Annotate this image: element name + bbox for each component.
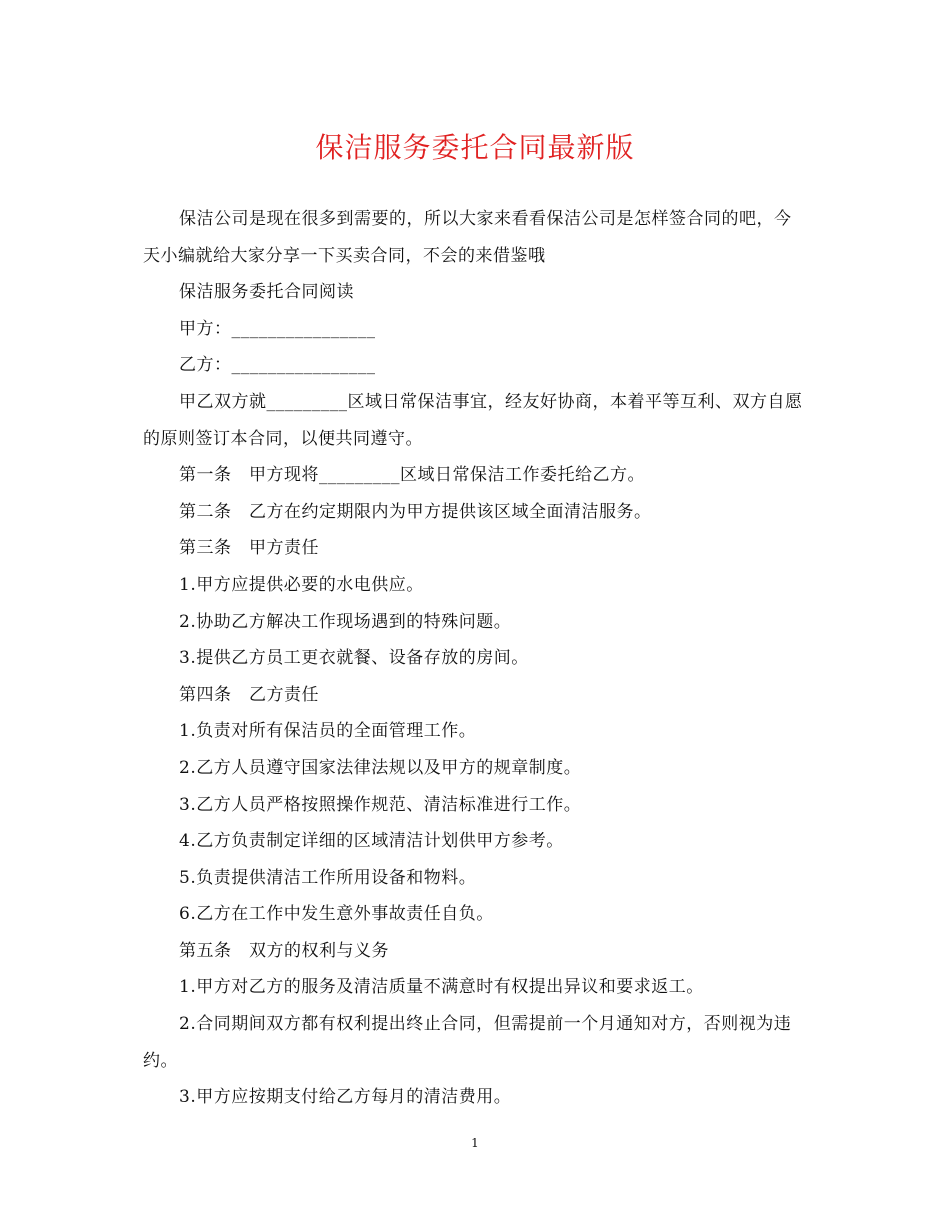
document-body (143, 201, 807, 1116)
preamble-paragraph: 甲乙双方就_________区域日常保洁事宜，经友好协商，本着平等互利、双方自愿的原则签订本合同，以便共同遵守。 (143, 391, 803, 449)
article-4-item: 4.乙方负责制定详细的区域清洁计划供甲方参考。 (179, 831, 564, 852)
article-4-item: 5.负责提供清洁工作所用设备和物料。 (179, 867, 477, 888)
article-4-heading: 第四条 乙方责任 (179, 684, 319, 705)
document-title: 保洁服务委托合同最新版 (315, 131, 635, 164)
article-4-item: 2.乙方人员遵守国家法律法规以及甲方的规章制度。 (179, 757, 582, 778)
article-5-heading: 第五条 双方的权利与义务 (179, 940, 389, 961)
article-1: 第一条 甲方现将_________区域日常保洁工作委托给乙方。 (179, 465, 645, 486)
article-4-item: 6.乙方在工作中发生意外事故责任自负。 (179, 904, 494, 925)
article-2: 第二条 乙方在约定期限内为甲方提供该区域全面清洁服务。 (179, 501, 652, 522)
party-b-line: 乙方：________________ (179, 355, 376, 376)
article-3-item: 2.协助乙方解决工作现场遇到的特殊问题。 (179, 611, 512, 632)
article-4-item: 1.负责对所有保洁员的全面管理工作。 (179, 721, 477, 742)
intro-paragraph: 保洁公司是现在很多到需要的，所以大家来看看保洁公司是怎样签合同的吧，今天小编就给大家分享一下买卖合同，不会的来借鉴哦 (143, 209, 792, 266)
party-a-line: 甲方：________________ (179, 318, 376, 339)
article-5-item: 3.甲方应按期支付给乙方每月的清洁费用。 (179, 1087, 512, 1108)
article-5-item: 2.合同期间双方都有权利提出终止合同，但需提前一个月通知对方，否则视为违约。 (143, 1014, 792, 1071)
article-5-item: 1.甲方对乙方的服务及清洁质量不满意时有权提出异议和要求返工。 (179, 977, 704, 998)
contract-heading: 保洁服务委托合同阅读 (179, 282, 354, 303)
article-3-item: 3.提供乙方员工更衣就餐、设备存放的房间。 (179, 648, 529, 669)
page-number: 1 (471, 1136, 479, 1150)
article-3-item: 1.甲方应提供必要的水电供应。 (179, 574, 424, 595)
article-3-heading: 第三条 甲方责任 (179, 538, 319, 559)
article-4-item: 3.乙方人员严格按照操作规范、清洁标准进行工作。 (179, 794, 582, 815)
